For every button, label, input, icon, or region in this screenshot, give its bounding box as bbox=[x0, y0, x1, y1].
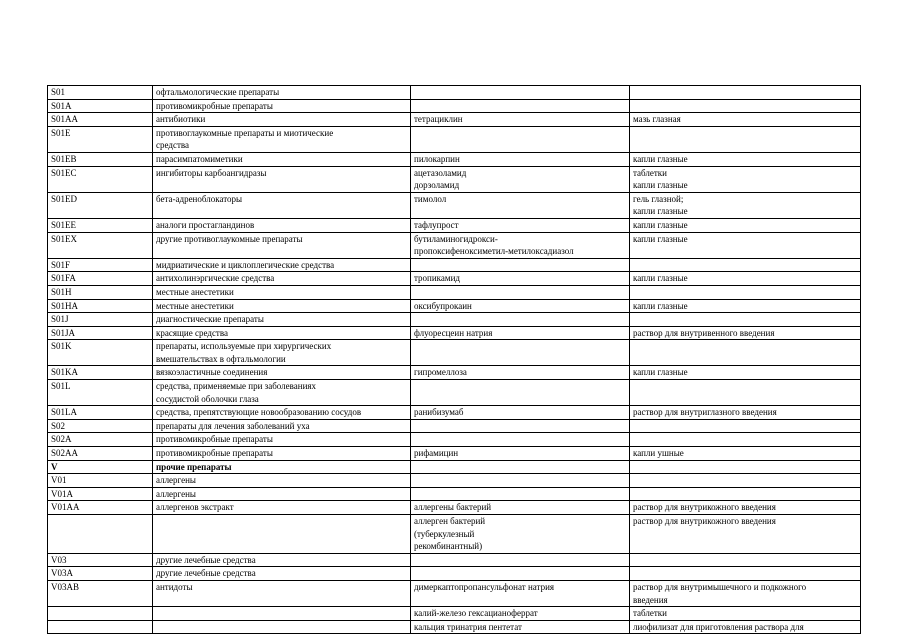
atc-code-cell: V01 bbox=[48, 474, 153, 488]
atc-code-cell bbox=[48, 607, 153, 621]
drug-name-cell bbox=[411, 380, 630, 406]
table-row bbox=[48, 406, 861, 420]
atc-code-cell bbox=[48, 515, 153, 554]
atc-code-cell: V01AA bbox=[48, 501, 153, 515]
dosage-form-cell: капли глазные bbox=[630, 366, 861, 380]
table-row bbox=[48, 474, 861, 488]
dosage-form-cell bbox=[630, 460, 861, 474]
atc-code-cell bbox=[48, 620, 153, 634]
table-row bbox=[48, 607, 861, 621]
atc-code-cell: S01KA bbox=[48, 366, 153, 380]
drug-name-cell bbox=[411, 567, 630, 581]
table-row bbox=[48, 166, 861, 192]
atc-code-cell: V01A bbox=[48, 487, 153, 501]
drug-name-cell bbox=[411, 86, 630, 100]
atc-code-cell: S01EC bbox=[48, 166, 153, 192]
dosage-form-cell bbox=[630, 313, 861, 327]
drug-name-cell: гипромеллоза bbox=[411, 366, 630, 380]
group-name-cell bbox=[153, 607, 411, 621]
group-name-cell: красящие средства bbox=[153, 326, 411, 340]
table-row bbox=[48, 326, 861, 340]
table-row bbox=[48, 258, 861, 272]
dosage-form-cell bbox=[630, 487, 861, 501]
group-name-cell: антибиотики bbox=[153, 113, 411, 127]
table-row bbox=[48, 232, 861, 258]
atc-code-cell: S01FA bbox=[48, 272, 153, 286]
dosage-form-cell: таблетки bbox=[630, 607, 861, 621]
table-row bbox=[48, 152, 861, 166]
drug-name-cell bbox=[411, 487, 630, 501]
table-row bbox=[48, 192, 861, 218]
group-name-cell: местные анестетики bbox=[153, 299, 411, 313]
atc-code-cell: S01A bbox=[48, 99, 153, 113]
group-name-cell: противомикробные препараты bbox=[153, 447, 411, 461]
drug-name-cell bbox=[411, 419, 630, 433]
group-name-cell: препараты для лечения заболеваний уха bbox=[153, 419, 411, 433]
table-row bbox=[48, 553, 861, 567]
table-row bbox=[48, 460, 861, 474]
dosage-form-cell: капли ушные bbox=[630, 447, 861, 461]
dosage-form-cell bbox=[630, 99, 861, 113]
drug-name-cell: бутиламиногидрокси- пропоксифеноксиметил-метилоксадиазол bbox=[411, 232, 630, 258]
table-row bbox=[48, 99, 861, 113]
atc-code-cell: S01F bbox=[48, 258, 153, 272]
drug-name-cell: димеркаптопропансульфонат натрия bbox=[411, 580, 630, 606]
drug-name-cell bbox=[411, 99, 630, 113]
group-name-cell: местные анестетики bbox=[153, 285, 411, 299]
group-name-cell: вязкоэластичные соединения bbox=[153, 366, 411, 380]
table-row bbox=[48, 272, 861, 286]
table-row bbox=[48, 567, 861, 581]
dosage-form-cell bbox=[630, 285, 861, 299]
group-name-cell bbox=[153, 620, 411, 634]
table-row bbox=[48, 86, 861, 100]
drug-name-cell: тропикамид bbox=[411, 272, 630, 286]
atc-code-cell: V03A bbox=[48, 567, 153, 581]
drug-name-cell bbox=[411, 340, 630, 366]
group-name-cell: аналоги простагландинов bbox=[153, 218, 411, 232]
table-row bbox=[48, 580, 861, 606]
atc-code-cell: S01JA bbox=[48, 326, 153, 340]
atc-code-cell: S01ED bbox=[48, 192, 153, 218]
dosage-form-cell: раствор для внутривенного введения bbox=[630, 326, 861, 340]
atc-code-cell: S01LA bbox=[48, 406, 153, 420]
group-name-cell: средства, препятствующие новообразованию сосудов bbox=[153, 406, 411, 420]
group-name-cell: ингибиторы карбоангидразы bbox=[153, 166, 411, 192]
drug-name-cell bbox=[411, 313, 630, 327]
atc-code-cell: S01EX bbox=[48, 232, 153, 258]
dosage-form-cell bbox=[630, 126, 861, 152]
dosage-form-cell bbox=[630, 419, 861, 433]
table-row bbox=[48, 366, 861, 380]
atc-code-cell: S01EB bbox=[48, 152, 153, 166]
atc-code-cell: S02AA bbox=[48, 447, 153, 461]
atc-code-cell: S01E bbox=[48, 126, 153, 152]
atc-code-cell: S01K bbox=[48, 340, 153, 366]
drug-name-cell: оксибупрокаин bbox=[411, 299, 630, 313]
drug-name-cell: тафлупрост bbox=[411, 218, 630, 232]
dosage-form-cell bbox=[630, 340, 861, 366]
table-row bbox=[48, 447, 861, 461]
table-row bbox=[48, 620, 861, 634]
group-name-cell: другие противоглаукомные препараты bbox=[153, 232, 411, 258]
atc-code-cell: S02A bbox=[48, 433, 153, 447]
drug-name-cell bbox=[411, 474, 630, 488]
dosage-form-cell bbox=[630, 474, 861, 488]
table-row bbox=[48, 340, 861, 366]
dosage-form-cell: капли глазные bbox=[630, 152, 861, 166]
dosage-form-cell: таблетки капли глазные bbox=[630, 166, 861, 192]
group-name-cell: бета-адреноблокаторы bbox=[153, 192, 411, 218]
atc-code-cell: S01HA bbox=[48, 299, 153, 313]
dosage-form-cell bbox=[630, 553, 861, 567]
atc-code-cell: S01EE bbox=[48, 218, 153, 232]
group-name-cell: антихолинэргические средства bbox=[153, 272, 411, 286]
dosage-form-cell: раствор для внутримышечного и подкожного введения bbox=[630, 580, 861, 606]
table-body bbox=[48, 86, 861, 634]
dosage-form-cell bbox=[630, 380, 861, 406]
table-row bbox=[48, 487, 861, 501]
drug-name-cell: аллергены бактерий bbox=[411, 501, 630, 515]
dosage-form-cell: капли глазные bbox=[630, 272, 861, 286]
table-row bbox=[48, 501, 861, 515]
dosage-form-cell: капли глазные bbox=[630, 232, 861, 258]
group-name-cell: офтальмологические препараты bbox=[153, 86, 411, 100]
dosage-form-cell: капли глазные bbox=[630, 299, 861, 313]
dosage-form-cell: капли глазные bbox=[630, 218, 861, 232]
table-row bbox=[48, 218, 861, 232]
group-name-cell: другие лечебные средства bbox=[153, 567, 411, 581]
table-row bbox=[48, 515, 861, 554]
drug-name-cell: пилокарпин bbox=[411, 152, 630, 166]
drug-name-cell bbox=[411, 460, 630, 474]
drug-name-cell: кальция тринатрия пентетат bbox=[411, 620, 630, 634]
atc-code-cell: S02 bbox=[48, 419, 153, 433]
table-row bbox=[48, 285, 861, 299]
group-name-cell: мидриатические и циклоплегические средства bbox=[153, 258, 411, 272]
atc-code-cell: S01L bbox=[48, 380, 153, 406]
drug-name-cell: ацетазоламид дорзоламид bbox=[411, 166, 630, 192]
drug-name-cell bbox=[411, 258, 630, 272]
drug-name-cell: тимолол bbox=[411, 192, 630, 218]
table-row bbox=[48, 113, 861, 127]
atc-code-cell: V03AB bbox=[48, 580, 153, 606]
dosage-form-cell bbox=[630, 258, 861, 272]
group-name-cell: противоглаукомные препараты и миотические средства bbox=[153, 126, 411, 152]
atc-code-cell: S01AA bbox=[48, 113, 153, 127]
group-name-cell: противомикробные препараты bbox=[153, 99, 411, 113]
table-row bbox=[48, 433, 861, 447]
drug-name-cell: ранибизумаб bbox=[411, 406, 630, 420]
group-name-cell: аллергены bbox=[153, 487, 411, 501]
group-name-cell: прочие препараты bbox=[153, 460, 411, 474]
table-row bbox=[48, 380, 861, 406]
drug-name-cell: тетрациклин bbox=[411, 113, 630, 127]
dosage-form-cell: мазь глазная bbox=[630, 113, 861, 127]
drug-name-cell bbox=[411, 285, 630, 299]
atc-code-cell: S01H bbox=[48, 285, 153, 299]
group-name-cell: другие лечебные средства bbox=[153, 553, 411, 567]
atc-code-cell: V03 bbox=[48, 553, 153, 567]
table-row bbox=[48, 126, 861, 152]
dosage-form-cell: раствор для внутрикожного введения bbox=[630, 501, 861, 515]
drug-name-cell bbox=[411, 553, 630, 567]
dosage-form-cell bbox=[630, 567, 861, 581]
drug-name-cell: рифамицин bbox=[411, 447, 630, 461]
group-name-cell: средства, применяемые при заболеваниях сосудистой оболочки глаза bbox=[153, 380, 411, 406]
table-row bbox=[48, 419, 861, 433]
drug-name-cell bbox=[411, 433, 630, 447]
drug-name-cell: аллерген бактерий (туберкулезный рекомбинантный) bbox=[411, 515, 630, 554]
group-name-cell: диагностические препараты bbox=[153, 313, 411, 327]
drug-classification-table bbox=[47, 85, 861, 634]
group-name-cell: аллергенов экстракт bbox=[153, 501, 411, 515]
group-name-cell: препараты, используемые при хирургических вмешательствах в офтальмологии bbox=[153, 340, 411, 366]
dosage-form-cell: раствор для внутрикожного введения bbox=[630, 515, 861, 554]
table-row bbox=[48, 299, 861, 313]
dosage-form-cell: гель глазной; капли глазные bbox=[630, 192, 861, 218]
drug-name-cell: калий-железо гексацианоферрат bbox=[411, 607, 630, 621]
drug-name-cell: флуоресцеин натрия bbox=[411, 326, 630, 340]
group-name-cell: противомикробные препараты bbox=[153, 433, 411, 447]
group-name-cell: аллергены bbox=[153, 474, 411, 488]
dosage-form-cell bbox=[630, 433, 861, 447]
atc-code-cell: S01 bbox=[48, 86, 153, 100]
dosage-form-cell: лиофилизат для приготовления раствора для bbox=[630, 620, 861, 634]
atc-code-cell: S01J bbox=[48, 313, 153, 327]
group-name-cell: парасимпатомиметики bbox=[153, 152, 411, 166]
group-name-cell bbox=[153, 515, 411, 554]
atc-code-cell: V bbox=[48, 460, 153, 474]
dosage-form-cell: раствор для внутриглазного введения bbox=[630, 406, 861, 420]
drug-name-cell bbox=[411, 126, 630, 152]
group-name-cell: антидоты bbox=[153, 580, 411, 606]
dosage-form-cell bbox=[630, 86, 861, 100]
table-row bbox=[48, 313, 861, 327]
